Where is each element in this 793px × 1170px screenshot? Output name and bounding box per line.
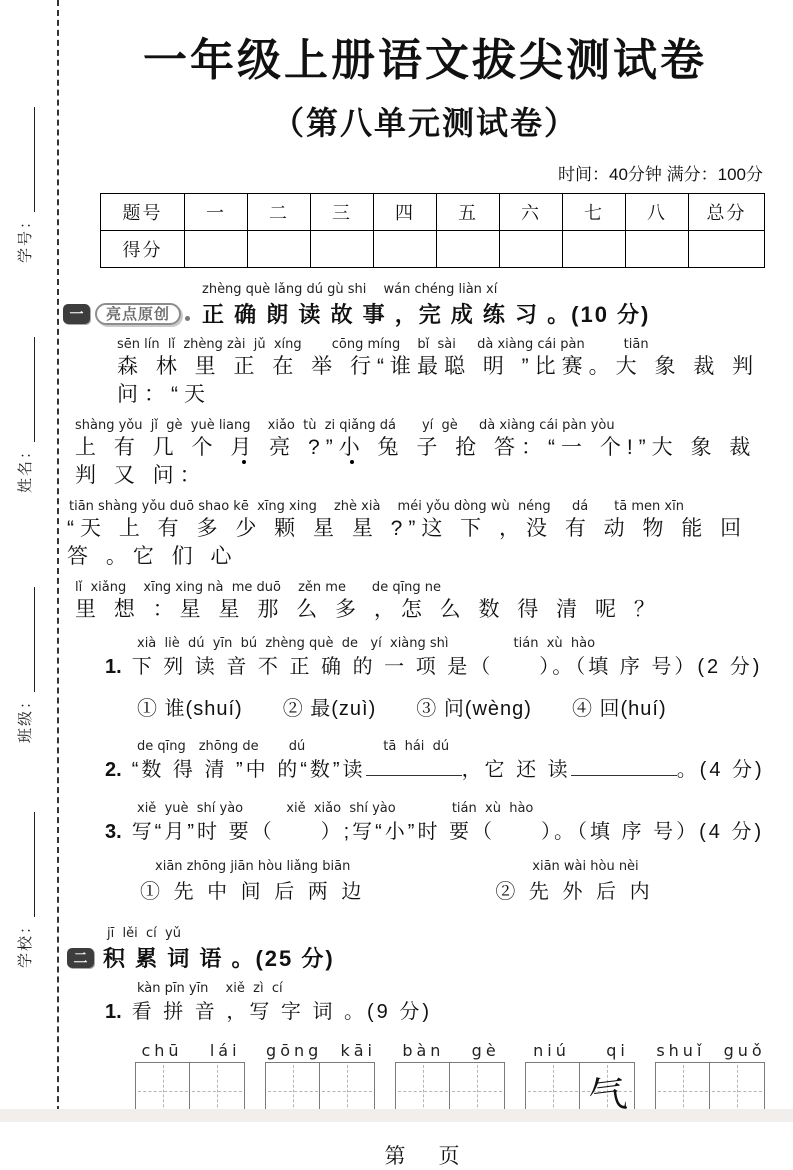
score-table-col: 五	[437, 194, 500, 231]
score-cell	[626, 231, 689, 268]
question-3	[105, 801, 775, 847]
writing-grid-row	[135, 1041, 775, 1120]
character-box	[449, 1062, 505, 1120]
score-table-col: 四	[374, 194, 437, 231]
section2-question-1-number: 1.	[105, 1001, 122, 1023]
score-table-col: 二	[248, 194, 311, 231]
sidebar-field-name	[11, 320, 35, 510]
score-cell	[374, 231, 437, 268]
section1-number-badge: 一	[63, 304, 90, 324]
story-line4-pinyin: lǐ xiǎng xīng xing nà me duō zěn me de qīng ne	[75, 580, 442, 595]
question-1	[105, 636, 775, 682]
option-2: ② 最(zuì)	[282, 698, 377, 720]
story-line1-pinyin: sēn lín lǐ zhèng zài jǔ xíng cōng míng bǐ sài dà xiàng cái pàn tiān	[117, 337, 649, 352]
question-3-options	[75, 859, 775, 904]
section2-header	[67, 942, 775, 973]
section1-header	[63, 298, 775, 329]
score-table-col: 七	[563, 194, 626, 231]
score-cell	[500, 231, 563, 268]
story-passage	[67, 337, 775, 624]
story-line1-text: 森 林 里 正 在 举 行“谁最聪 明 ”比赛。大 象 裁 判 问：“天	[117, 355, 760, 406]
grid-group-gongkai: gōng kāi	[265, 1041, 377, 1120]
grid-group-shuiguo: shuǐ guǒ	[655, 1041, 767, 1120]
section1-title: 正 确 朗 读 故 事 ，完 成 练 习 。(10 分)	[202, 302, 651, 327]
emphasized-char-moon: 月	[230, 436, 258, 459]
section2-title: 积 累 词 语 。(25 分)	[103, 946, 335, 971]
section2-question-1-pinyin: kàn pīn yīn xiě zì cí	[137, 981, 283, 996]
student-number-label: 学号：	[17, 212, 34, 264]
badge-dot-icon	[185, 316, 190, 321]
option-stroke-order-2: xiān wài hòu nèi ② 先 外 后 内	[495, 859, 654, 903]
option-3: ③ 问(wèng)	[416, 698, 532, 720]
score-cell	[437, 231, 500, 268]
sidebar-field-student-number	[11, 90, 35, 280]
character-box	[395, 1062, 451, 1120]
question-1-number: 1.	[105, 656, 122, 678]
grid-group-chulai: chū lái	[135, 1041, 247, 1120]
option-1: ① 谁(shuí)	[137, 698, 243, 720]
character-box	[189, 1062, 245, 1120]
option-stroke-order-1: xiān zhōng jiān hòu liǎng biān ① 先 中 间 后 两 边	[140, 859, 366, 903]
story-line3-text: “天 上 有 多 少 颗 星 星 ?”这 下 ，没 有 动 物 能 回 答 。它 们 心	[67, 517, 748, 568]
score-cell	[563, 231, 626, 268]
story-line2-text: 上 有 几 个 月 亮 ?”小 兔 子 抢 答：“一 个!”大 象 裁 判 又 问：	[75, 436, 757, 487]
score-table-col: 一	[185, 194, 248, 231]
page-footer: 第 页	[384, 1145, 466, 1168]
question-1-text: 下 列 读 音 不 正 确 的 一 项 是（ ）。（填 序 号）(2 分)	[131, 656, 763, 678]
option-4: ④ 回(huí)	[571, 698, 667, 720]
grid-group-bange: bàn gè	[395, 1041, 507, 1120]
answer-blank-1	[366, 758, 462, 776]
school-blank	[19, 812, 35, 917]
score-table-header-label: 题号	[101, 194, 185, 231]
character-box	[265, 1062, 321, 1120]
name-label: 姓名：	[17, 442, 34, 494]
class-label: 班级：	[17, 692, 34, 744]
page-subtitle: （第八单元测试卷）	[271, 105, 578, 141]
question-3-number: 3.	[105, 821, 122, 843]
character-box	[525, 1062, 581, 1120]
story-line2-pinyin: shàng yǒu jǐ gè yuè liang xiǎo tù zi qiǎng dá yí gè dà xiàng cái pàn yòu	[75, 418, 615, 433]
question-2-pinyin: de qīng zhōng de dú tā hái dú	[137, 739, 450, 754]
origin-badge: 亮点原创	[95, 303, 181, 325]
section1-title-pinyin: zhèng què lǎng dú gù shi wán chéng liàn xí	[202, 282, 498, 297]
section2-question-1-text: 看 拼 音 ，写 字 词 。(9 分)	[131, 1001, 433, 1023]
dashed-margin-divider	[57, 0, 59, 1122]
story-line4-text: 里 想 ：星 星 那 么 多 ，怎 么 数 得 清 呢 ？	[75, 598, 661, 621]
character-box	[319, 1062, 375, 1120]
section2-number-badge: 二	[67, 948, 94, 968]
question-2-text: “数 得 清 ”中 的“数”读 ，它 还 读 。(4 分)	[131, 759, 765, 781]
school-label: 学校：	[17, 917, 34, 969]
score-label: 得分	[101, 231, 185, 268]
score-cell	[248, 231, 311, 268]
question-3-text: 写“月”时 要（ ）;写“小”时 要（ ）。（填 序 号）(4 分)	[131, 821, 765, 843]
score-table-col: 八	[626, 194, 689, 231]
question-1-options	[137, 692, 775, 721]
page-title: 一年级上册语文拔尖测试卷	[143, 36, 707, 85]
character-box	[655, 1062, 711, 1120]
score-table-col-total: 总分	[689, 194, 765, 231]
class-blank	[19, 587, 35, 692]
score-table	[100, 193, 765, 268]
score-table-col: 三	[311, 194, 374, 231]
emphasized-char-small: 小	[338, 436, 366, 459]
character-box-handwritten-qi: 气	[579, 1062, 635, 1120]
character-box	[709, 1062, 765, 1120]
section2-question-1	[105, 981, 775, 1027]
question-1-pinyin: xià liè dú yīn bú zhèng què de yí xiàng shì tián xù hào	[137, 636, 596, 651]
question-2-number: 2.	[105, 759, 122, 781]
score-table-col: 六	[500, 194, 563, 231]
grid-group-niuqi: niú qi 气	[525, 1041, 637, 1120]
question-3-pinyin: xiě yuè shí yào xiě xiǎo shí yào tián xù hào	[137, 801, 534, 816]
score-cell	[185, 231, 248, 268]
section2-title-pinyin: jī lěi cí yǔ	[107, 926, 181, 941]
student-number-blank	[19, 107, 35, 212]
score-table-header-row	[101, 194, 765, 231]
exam-info: 时间：40分钟 满分：100分	[558, 165, 763, 184]
answer-blank-2	[571, 758, 677, 776]
score-cell	[311, 231, 374, 268]
score-cell-total	[689, 231, 765, 268]
character-box	[135, 1062, 191, 1120]
score-table-score-row	[101, 231, 765, 268]
story-line3-pinyin: tiān shàng yǒu duō shao kē xīng xing zhè xià méi yǒu dòng wù néng dá tā men xīn	[69, 499, 684, 514]
sidebar-field-school	[11, 795, 35, 985]
name-blank	[19, 337, 35, 442]
question-2	[105, 739, 775, 785]
sidebar-field-class	[11, 570, 35, 760]
